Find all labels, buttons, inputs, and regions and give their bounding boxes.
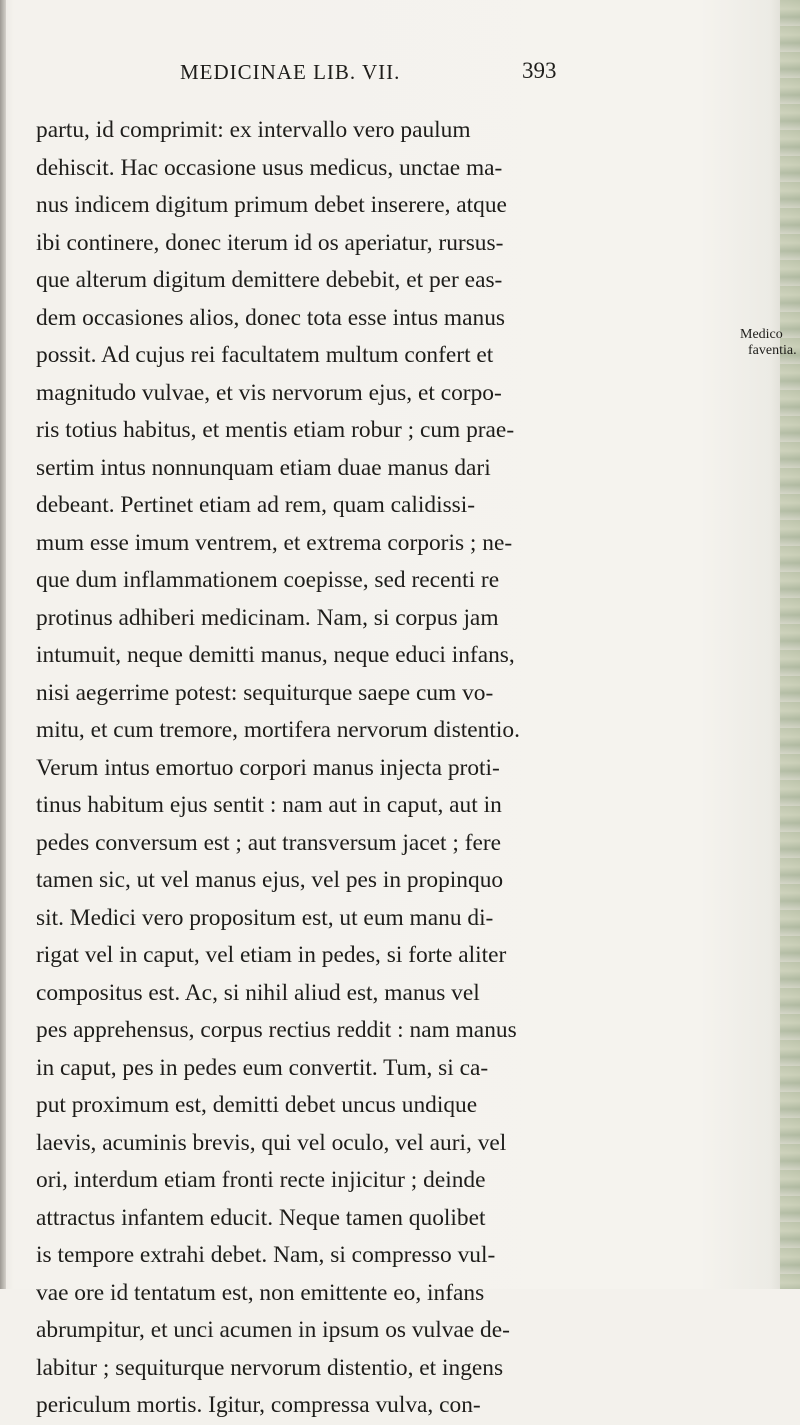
text-line: que dum inflammationem coepisse, sed recenti re	[36, 567, 500, 593]
text-line: abrumpitur, et unci acumen in ipsum os vulvae de-	[36, 1317, 510, 1343]
text-line: laevis, acuminis brevis, qui vel oculo, vel auri, vel	[36, 1129, 507, 1156]
text-line: rigat vel in caput, vel etiam in pedes, si forte aliter	[36, 942, 507, 968]
text-line: nisi aegerrime potest: sequiturque saepe cum vo-	[36, 679, 494, 706]
running-head	[0, 50, 800, 90]
text-line: vae ore id tentatum est, non emittente eo, infans	[36, 1279, 485, 1306]
text-line: partu, id comprimit: ex intervallo vero paulum	[36, 117, 471, 143]
margin-note-line: faventia.	[748, 343, 797, 358]
text-line: attractus infantem educit. Neque tamen quolibet	[36, 1204, 486, 1231]
text-line: ori, interdum etiam fronti recte injicitur ; deinde	[36, 1167, 486, 1193]
text-line: tamen sic, ut vel manus ejus, vel pes in propinquo	[36, 867, 504, 893]
text-line: in caput, pes in pedes eum convertit. Tum, si ca-	[36, 1054, 489, 1081]
text-line: sertim intus nonnunquam etiam duae manus dari	[36, 454, 491, 481]
text-line: protinus adhiberi medicinam. Nam, si corpus jam	[36, 604, 499, 631]
text-line: possit. Ad cujus rei facultatem multum confert et	[36, 342, 494, 368]
text-line: is tempore extrahi debet. Nam, si compresso vul-	[36, 1242, 496, 1268]
text-line: nus indicem digitum primum debet inserere, atque	[36, 192, 507, 218]
text-line: Verum intus emortuo corpori manus injecta proti-	[36, 754, 500, 781]
text-line: tinus habitum ejus sentit : nam aut in caput, aut in	[36, 792, 502, 818]
margin-note-line: Medico	[740, 327, 783, 342]
text-line: ibi continere, donec iterum id os aperiatur, rursus-	[36, 229, 504, 256]
text-line: compositus est. Ac, si nihil aliud est, manus vel	[36, 979, 480, 1006]
margin-note	[740, 327, 797, 359]
page-number: 393	[522, 58, 557, 83]
text-line: que alterum digitum demittere debebit, et per eas-	[36, 267, 503, 293]
text-line: put proximum est, demitti debet uncus undique	[36, 1092, 478, 1118]
text-line: mitu, et cum tremore, mortifera nervorum distentio.	[36, 717, 520, 743]
text-line: sit. Medici vero propositum est, ut eum manu di-	[36, 904, 494, 931]
text-line: pedes conversum est ; aut transversum jacet ; fere	[36, 829, 502, 856]
running-head-title: MEDICINAE LIB. VII.	[180, 60, 401, 84]
text-line: magnitudo vulvae, et vis nervorum ejus, et corpo-	[36, 379, 502, 406]
text-line: debeant. Pertinet etiam ad rem, quam calidissi-	[36, 492, 476, 518]
text-line: pes apprehensus, corpus rectius reddit : nam manus	[36, 1017, 517, 1043]
body-text	[36, 112, 736, 1425]
text-line: dehiscit. Hac occasione usus medicus, unctae ma-	[36, 154, 503, 181]
text-line: ris totius habitus, et mentis etiam robur ; cum prae-	[36, 417, 515, 443]
text-line: dem occasiones alios, donec tota esse intus manus	[36, 304, 506, 331]
text-line: labitur ; sequiturque nervorum distentio, et ingens	[36, 1354, 504, 1381]
text-line: mum esse imum ventrem, et extrema corporis ; ne-	[36, 529, 513, 556]
left-page-edge	[0, 0, 6, 1289]
text-line: intumuit, neque demitti manus, neque educi infans,	[36, 642, 515, 668]
right-page-edge	[780, 0, 800, 1289]
text-line: periculum mortis. Igitur, compressa vulva, con-	[36, 1392, 481, 1418]
